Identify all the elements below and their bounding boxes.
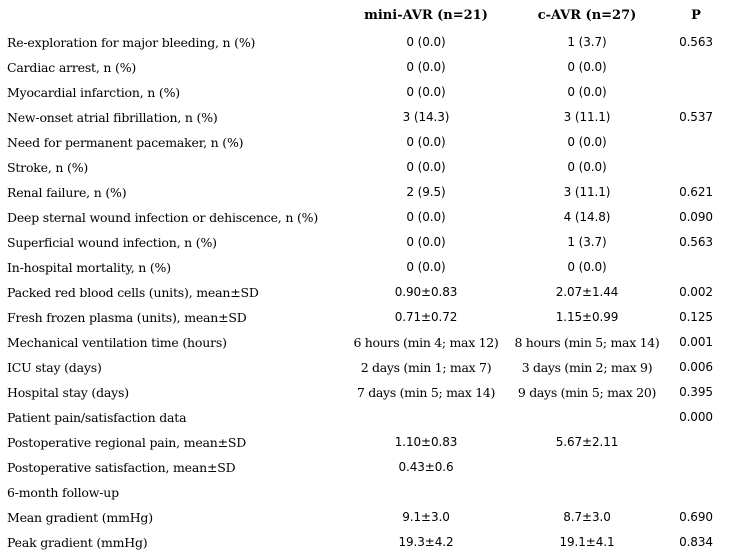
p-value: 0.006 bbox=[679, 360, 713, 374]
table-row-section bbox=[0, 410, 734, 435]
p-value: 0.834 bbox=[679, 535, 713, 549]
p-value: 0.000 bbox=[679, 410, 713, 424]
mini-avr-value: 0 (0.0) bbox=[406, 160, 446, 174]
p-value: 0.125 bbox=[679, 310, 713, 324]
mini-avr-value: 2 (9.5) bbox=[406, 185, 446, 199]
mini-avr-value: 19.3±4.2 bbox=[398, 535, 454, 549]
c-avr-value: 0 (0.0) bbox=[567, 160, 607, 174]
mini-avr-value: 0 (0.0) bbox=[406, 60, 446, 74]
row-label: Patient pain/satisfaction data bbox=[7, 410, 187, 425]
mini-avr-value: 0.90±0.83 bbox=[394, 285, 458, 299]
row-label: Deep sternal wound infection or dehiscence, n (%) bbox=[7, 210, 319, 225]
row-label: New-onset atrial fibrillation, n (%) bbox=[7, 110, 218, 125]
header-mini-avr: mini-AVR (n=21) bbox=[364, 8, 488, 23]
row-label: Mechanical ventilation time (hours) bbox=[7, 335, 227, 350]
row-label: Stroke, n (%) bbox=[7, 160, 89, 175]
table-row bbox=[0, 510, 734, 535]
mini-avr-value: 3 (14.3) bbox=[402, 110, 450, 124]
row-label: Re-exploration for major bleeding, n (%) bbox=[7, 35, 256, 50]
row-label: Fresh frozen plasma (units), mean±SD bbox=[7, 310, 247, 325]
row-label: Need for permanent pacemaker, n (%) bbox=[7, 135, 244, 150]
c-avr-value: 3 (11.1) bbox=[563, 110, 611, 124]
table-row-section bbox=[0, 485, 734, 510]
p-value: 0.001 bbox=[679, 335, 713, 349]
row-label: Superficial wound infection, n (%) bbox=[7, 235, 217, 250]
table-row bbox=[0, 310, 734, 335]
table-row bbox=[0, 160, 734, 185]
row-label: In-hospital mortality, n (%) bbox=[7, 260, 171, 275]
table-row bbox=[0, 335, 734, 360]
row-label: Renal failure, n (%) bbox=[7, 185, 127, 200]
table-row bbox=[0, 110, 734, 135]
row-label: Packed red blood cells (units), mean±SD bbox=[7, 285, 259, 300]
row-label: Postoperative regional pain, mean±SD bbox=[7, 435, 247, 450]
table-row bbox=[0, 85, 734, 110]
header-c-avr: c-AVR (n=27) bbox=[537, 8, 637, 23]
c-avr-value: 9 days (min 5; max 20) bbox=[517, 385, 657, 400]
c-avr-value: 0 (0.0) bbox=[567, 85, 607, 99]
mini-avr-value: 0 (0.0) bbox=[406, 260, 446, 274]
c-avr-value: 1 (3.7) bbox=[567, 35, 607, 49]
table-row bbox=[0, 60, 734, 85]
c-avr-value: 0 (0.0) bbox=[567, 260, 607, 274]
table-row bbox=[0, 35, 734, 60]
row-label: Mean gradient (mmHg) bbox=[7, 510, 153, 525]
mini-avr-value: 0.43±0.6 bbox=[398, 460, 454, 474]
p-value: 0.563 bbox=[679, 235, 713, 249]
header-p-value: P bbox=[691, 8, 701, 23]
c-avr-value: 8 hours (min 5; max 14) bbox=[514, 335, 660, 350]
mini-avr-value: 0 (0.0) bbox=[406, 210, 446, 224]
c-avr-value: 4 (14.8) bbox=[563, 210, 611, 224]
c-avr-value: 1 (3.7) bbox=[567, 235, 607, 249]
p-value: 0.090 bbox=[679, 210, 713, 224]
mini-avr-value: 6 hours (min 4; max 12) bbox=[353, 335, 499, 350]
table-row bbox=[0, 460, 734, 485]
p-value: 0.537 bbox=[679, 110, 713, 124]
table-row bbox=[0, 535, 734, 560]
c-avr-value: 0 (0.0) bbox=[567, 135, 607, 149]
c-avr-value: 1.15±0.99 bbox=[555, 310, 619, 324]
c-avr-value: 3 (11.1) bbox=[563, 185, 611, 199]
p-value: 0.395 bbox=[679, 385, 713, 399]
row-label: Peak gradient (mmHg) bbox=[7, 535, 148, 550]
row-label: Postoperative satisfaction, mean±SD bbox=[7, 460, 236, 475]
mini-avr-value: 9.1±3.0 bbox=[402, 510, 450, 524]
c-avr-value: 5.67±2.11 bbox=[555, 435, 619, 449]
table-row bbox=[0, 260, 734, 285]
p-value: 0.002 bbox=[679, 285, 713, 299]
mini-avr-value: 0 (0.0) bbox=[406, 135, 446, 149]
table-row bbox=[0, 360, 734, 385]
c-avr-value: 8.7±3.0 bbox=[563, 510, 611, 524]
table-row bbox=[0, 285, 734, 310]
table-row bbox=[0, 185, 734, 210]
row-label: 6-month follow-up bbox=[7, 485, 119, 500]
table-row bbox=[0, 385, 734, 410]
c-avr-value: 0 (0.0) bbox=[567, 60, 607, 74]
row-label: ICU stay (days) bbox=[7, 360, 102, 375]
p-value: 0.690 bbox=[679, 510, 713, 524]
c-avr-value: 2.07±1.44 bbox=[555, 285, 619, 299]
row-label: Cardiac arrest, n (%) bbox=[7, 60, 137, 75]
table-row bbox=[0, 435, 734, 460]
row-label: Myocardial infarction, n (%) bbox=[7, 85, 180, 100]
mini-avr-value: 0 (0.0) bbox=[406, 235, 446, 249]
c-avr-value: 19.1±4.1 bbox=[559, 535, 615, 549]
p-value: 0.563 bbox=[679, 35, 713, 49]
mini-avr-value: 0 (0.0) bbox=[406, 35, 446, 49]
mini-avr-value: 0.71±0.72 bbox=[394, 310, 458, 324]
mini-avr-value: 1.10±0.83 bbox=[394, 435, 458, 449]
mini-avr-value: 2 days (min 1; max 7) bbox=[360, 360, 492, 375]
mini-avr-value: 0 (0.0) bbox=[406, 85, 446, 99]
p-value: 0.621 bbox=[679, 185, 713, 199]
table-row bbox=[0, 135, 734, 160]
table-header-row bbox=[0, 8, 734, 28]
table-row bbox=[0, 235, 734, 260]
table-row bbox=[0, 210, 734, 235]
mini-avr-value: 7 days (min 5; max 14) bbox=[356, 385, 496, 400]
c-avr-value: 3 days (min 2; max 9) bbox=[521, 360, 653, 375]
row-label: Hospital stay (days) bbox=[7, 385, 129, 400]
